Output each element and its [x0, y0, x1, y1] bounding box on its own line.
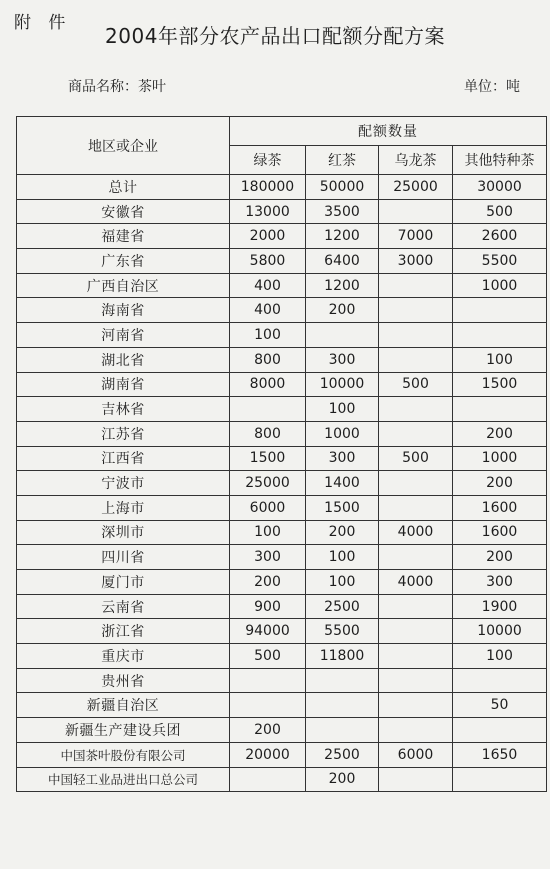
- quota-cell-oolong-tea: [379, 718, 453, 743]
- quota-cell-oolong-tea: [379, 397, 453, 422]
- quota-cell-green-tea: [230, 767, 306, 792]
- quota-cell-oolong-tea: [379, 693, 453, 718]
- quota-cell-oolong-tea: 4000: [379, 520, 453, 545]
- table-row: [17, 545, 547, 570]
- region-name-cell: 贵州省: [17, 668, 230, 693]
- quota-cell-green-tea: 94000: [230, 619, 306, 644]
- quota-cell-oolong-tea: [379, 644, 453, 669]
- quota-cell-special-tea: 10000: [453, 619, 547, 644]
- region-name-cell: 安徽省: [17, 199, 230, 224]
- column-header-special-tea: 其他特种茶: [453, 146, 547, 175]
- quota-cell-oolong-tea: 25000: [379, 175, 453, 200]
- quota-cell-oolong-tea: [379, 323, 453, 348]
- table-row: [17, 421, 547, 446]
- quota-cell-oolong-tea: [379, 495, 453, 520]
- table-row: [17, 742, 547, 767]
- quota-cell-special-tea: [453, 397, 547, 422]
- quota-cell-black-tea: 300: [306, 446, 379, 471]
- quota-cell-black-tea: 100: [306, 570, 379, 595]
- quota-cell-black-tea: [306, 693, 379, 718]
- quota-cell-black-tea: 1400: [306, 471, 379, 496]
- quota-cell-oolong-tea: [379, 545, 453, 570]
- region-name-cell: 江西省: [17, 446, 230, 471]
- region-name-cell: 福建省: [17, 224, 230, 249]
- table-row: [17, 224, 547, 249]
- quota-cell-green-tea: 800: [230, 421, 306, 446]
- region-name-cell: 云南省: [17, 594, 230, 619]
- quota-cell-black-tea: [306, 323, 379, 348]
- quota-cell-oolong-tea: 7000: [379, 224, 453, 249]
- quota-cell-black-tea: 1200: [306, 224, 379, 249]
- quota-cell-black-tea: 2500: [306, 742, 379, 767]
- quota-cell-black-tea: 1500: [306, 495, 379, 520]
- quota-cell-black-tea: 100: [306, 545, 379, 570]
- product-name: 商品名称：茶叶: [68, 79, 166, 95]
- quota-cell-green-tea: 20000: [230, 742, 306, 767]
- table-row: [17, 323, 547, 348]
- region-name-cell: 厦门市: [17, 570, 230, 595]
- region-name-cell: 湖北省: [17, 347, 230, 372]
- quota-cell-special-tea: 1600: [453, 520, 547, 545]
- attachment-label: 附 件: [14, 13, 72, 33]
- column-header-black-tea: 红茶: [306, 146, 379, 175]
- quota-cell-green-tea: 400: [230, 298, 306, 323]
- table-row: [17, 594, 547, 619]
- quota-cell-oolong-tea: 500: [379, 372, 453, 397]
- region-name-cell: 中国茶叶股份有限公司: [17, 742, 230, 767]
- quota-cell-green-tea: 200: [230, 718, 306, 743]
- quota-cell-black-tea: 300: [306, 347, 379, 372]
- quota-cell-oolong-tea: [379, 619, 453, 644]
- document-title: 2004年部分农产品出口配额分配方案: [105, 24, 445, 48]
- quota-cell-black-tea: [306, 668, 379, 693]
- quota-cell-green-tea: [230, 693, 306, 718]
- quota-cell-black-tea: 200: [306, 520, 379, 545]
- quota-cell-green-tea: 500: [230, 644, 306, 669]
- quota-cell-special-tea: [453, 668, 547, 693]
- quota-cell-green-tea: 2000: [230, 224, 306, 249]
- region-name-cell: 深圳市: [17, 520, 230, 545]
- quota-cell-special-tea: 2600: [453, 224, 547, 249]
- quota-cell-green-tea: 25000: [230, 471, 306, 496]
- column-header-oolong-tea: 乌龙茶: [379, 146, 453, 175]
- quota-cell-oolong-tea: [379, 273, 453, 298]
- table-row: [17, 693, 547, 718]
- table-row: [17, 471, 547, 496]
- quota-cell-green-tea: 1500: [230, 446, 306, 471]
- quota-cell-oolong-tea: [379, 767, 453, 792]
- table-row: [17, 175, 547, 200]
- quota-cell-special-tea: 500: [453, 199, 547, 224]
- quota-cell-black-tea: [306, 718, 379, 743]
- quota-cell-green-tea: 400: [230, 273, 306, 298]
- quota-cell-black-tea: 50000: [306, 175, 379, 200]
- quota-cell-special-tea: 1900: [453, 594, 547, 619]
- table-row: [17, 372, 547, 397]
- quota-cell-black-tea: 3500: [306, 199, 379, 224]
- quota-cell-green-tea: 100: [230, 520, 306, 545]
- quota-cell-black-tea: 2500: [306, 594, 379, 619]
- table-row: [17, 446, 547, 471]
- quota-cell-oolong-tea: [379, 298, 453, 323]
- quota-cell-oolong-tea: [379, 471, 453, 496]
- quota-cell-oolong-tea: [379, 347, 453, 372]
- region-name-cell: 广西自治区: [17, 273, 230, 298]
- quota-cell-oolong-tea: [379, 199, 453, 224]
- quota-cell-green-tea: 100: [230, 323, 306, 348]
- quota-cell-green-tea: 300: [230, 545, 306, 570]
- quota-cell-special-tea: [453, 767, 547, 792]
- unit-label: 单位：吨: [464, 79, 520, 95]
- quota-cell-oolong-tea: 4000: [379, 570, 453, 595]
- quota-cell-oolong-tea: 500: [379, 446, 453, 471]
- quota-cell-special-tea: 1650: [453, 742, 547, 767]
- quota-cell-black-tea: 6400: [306, 249, 379, 274]
- table-row: [17, 718, 547, 743]
- quota-cell-special-tea: 1000: [453, 446, 547, 471]
- region-name-cell: 宁波市: [17, 471, 230, 496]
- table-row: [17, 668, 547, 693]
- region-name-cell: 吉林省: [17, 397, 230, 422]
- quota-cell-black-tea: 5500: [306, 619, 379, 644]
- quota-cell-green-tea: 8000: [230, 372, 306, 397]
- region-name-cell: 河南省: [17, 323, 230, 348]
- table-row: [17, 347, 547, 372]
- quota-cell-green-tea: 900: [230, 594, 306, 619]
- quota-header: 配额数量: [230, 117, 547, 146]
- quota-cell-special-tea: 50: [453, 693, 547, 718]
- region-header: 地区或企业: [17, 117, 230, 175]
- quota-cell-special-tea: [453, 718, 547, 743]
- quota-cell-special-tea: 1000: [453, 273, 547, 298]
- quota-cell-black-tea: 200: [306, 298, 379, 323]
- table-row: [17, 495, 547, 520]
- table-row: [17, 249, 547, 274]
- quota-cell-special-tea: 100: [453, 644, 547, 669]
- table-row: [17, 298, 547, 323]
- quota-cell-special-tea: 30000: [453, 175, 547, 200]
- region-name-cell: 新疆生产建设兵团: [17, 718, 230, 743]
- region-name-cell: 中国轻工业品进出口总公司: [17, 767, 230, 792]
- region-name-cell: 总计: [17, 175, 230, 200]
- quota-cell-special-tea: 300: [453, 570, 547, 595]
- quota-cell-black-tea: 10000: [306, 372, 379, 397]
- quota-cell-green-tea: 13000: [230, 199, 306, 224]
- quota-cell-green-tea: [230, 397, 306, 422]
- region-name-cell: 四川省: [17, 545, 230, 570]
- table-row: [17, 619, 547, 644]
- quota-cell-special-tea: 1500: [453, 372, 547, 397]
- quota-cell-oolong-tea: [379, 594, 453, 619]
- quota-cell-black-tea: 11800: [306, 644, 379, 669]
- quota-cell-green-tea: 5800: [230, 249, 306, 274]
- quota-cell-special-tea: [453, 298, 547, 323]
- table-row: [17, 273, 547, 298]
- region-name-cell: 广东省: [17, 249, 230, 274]
- quota-cell-green-tea: 800: [230, 347, 306, 372]
- table-row: [17, 397, 547, 422]
- quota-cell-special-tea: 5500: [453, 249, 547, 274]
- quota-cell-green-tea: [230, 668, 306, 693]
- quota-cell-special-tea: 100: [453, 347, 547, 372]
- quota-cell-black-tea: 200: [306, 767, 379, 792]
- region-name-cell: 浙江省: [17, 619, 230, 644]
- quota-cell-oolong-tea: [379, 421, 453, 446]
- quota-cell-oolong-tea: 3000: [379, 249, 453, 274]
- region-name-cell: 重庆市: [17, 644, 230, 669]
- table-row: [17, 767, 547, 792]
- quota-cell-special-tea: 200: [453, 545, 547, 570]
- region-name-cell: 湖南省: [17, 372, 230, 397]
- table-row: [17, 520, 547, 545]
- quota-cell-special-tea: [453, 323, 547, 348]
- quota-cell-green-tea: 6000: [230, 495, 306, 520]
- quota-cell-special-tea: 1600: [453, 495, 547, 520]
- region-name-cell: 海南省: [17, 298, 230, 323]
- column-header-green-tea: 绿茶: [230, 146, 306, 175]
- quota-cell-black-tea: 1200: [306, 273, 379, 298]
- table-row: [17, 199, 547, 224]
- quota-cell-special-tea: 200: [453, 421, 547, 446]
- region-name-cell: 江苏省: [17, 421, 230, 446]
- quota-table: [16, 116, 547, 792]
- region-name-cell: 上海市: [17, 495, 230, 520]
- table-body: [17, 175, 547, 792]
- quota-cell-green-tea: 180000: [230, 175, 306, 200]
- quota-cell-black-tea: 1000: [306, 421, 379, 446]
- quota-cell-oolong-tea: 6000: [379, 742, 453, 767]
- quota-cell-oolong-tea: [379, 668, 453, 693]
- quota-cell-special-tea: 200: [453, 471, 547, 496]
- region-name-cell: 新疆自治区: [17, 693, 230, 718]
- table-row: [17, 644, 547, 669]
- quota-cell-green-tea: 200: [230, 570, 306, 595]
- quota-cell-black-tea: 100: [306, 397, 379, 422]
- table-row: [17, 570, 547, 595]
